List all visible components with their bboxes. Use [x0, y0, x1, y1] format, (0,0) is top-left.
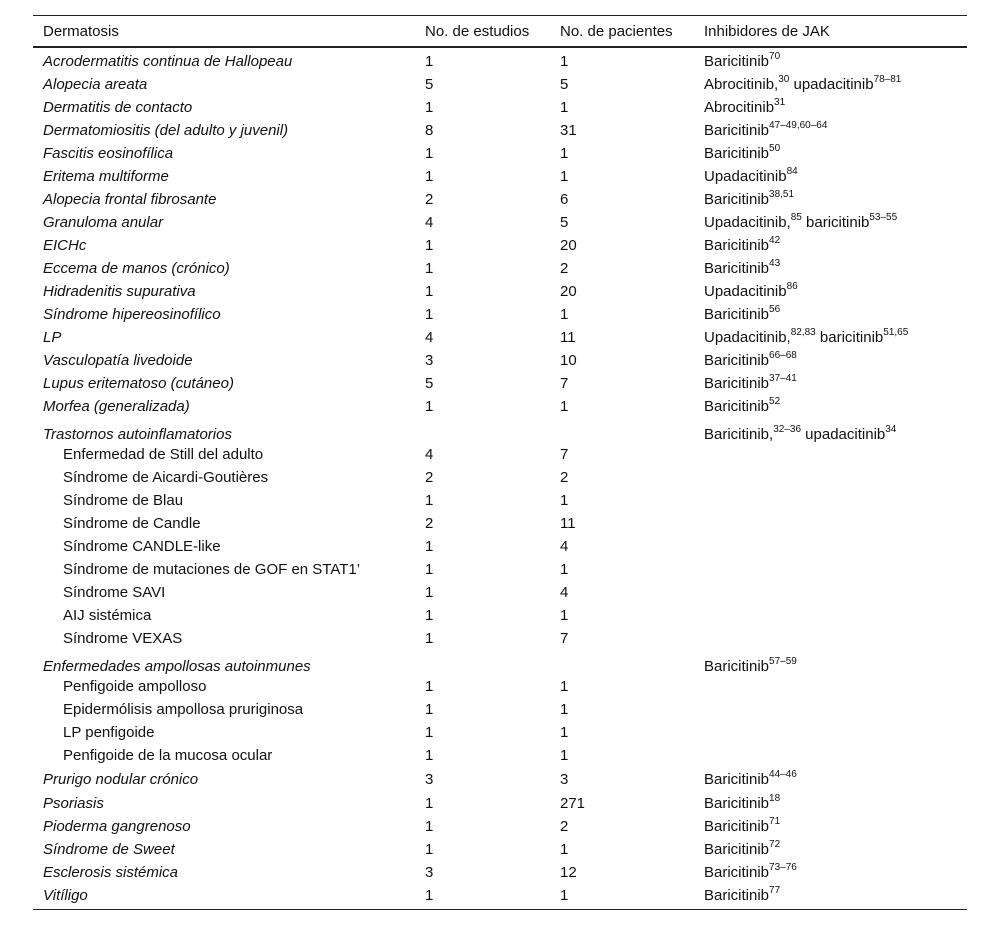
- pacientes-cell: 20: [560, 283, 577, 300]
- dermatosis-cell: Síndrome VEXAS: [63, 630, 183, 647]
- dermatosis-cell: Penfigoide de la mucosa ocular: [63, 747, 273, 764]
- jak-drug: upadacitinib: [789, 76, 874, 93]
- table-row: [33, 165, 967, 188]
- pacientes-cell: 2: [560, 818, 569, 835]
- estudios-cell: 4: [425, 214, 434, 231]
- reference-superscript: 82,83: [790, 327, 816, 338]
- table-body: [33, 47, 967, 910]
- pacientes-cell: 1: [560, 306, 569, 323]
- table-row: [33, 349, 967, 372]
- pacientes-cell: 12: [560, 864, 577, 881]
- estudios-cell: 1: [425, 145, 434, 162]
- estudios-cell: 1: [425, 607, 434, 624]
- estudios-cell: 1: [425, 701, 434, 718]
- jak-cell: [694, 349, 967, 372]
- dermatosis-cell: Esclerosis sistémica: [43, 864, 179, 881]
- dermatosis-cell: Acrodermatitis continua de Hallopeau: [43, 53, 293, 70]
- estudios-cell: 5: [425, 76, 434, 93]
- jak-cell: [694, 395, 967, 418]
- sub-row: [33, 604, 967, 627]
- pacientes-cell: 11: [560, 515, 576, 532]
- pacientes-cell: [550, 650, 694, 675]
- estudios-cell: 1: [425, 53, 434, 70]
- estudios-cell: 1: [425, 795, 434, 812]
- table-row: [33, 395, 967, 418]
- jak-drug: Baricitinib: [704, 375, 770, 392]
- dermatosis-cell: Psoriasis: [43, 795, 104, 812]
- estudios-cell: 1: [425, 538, 434, 555]
- table-row: [33, 234, 967, 257]
- reference-superscript: 43: [769, 258, 781, 269]
- dermatosis-cell: Síndrome SAVI: [63, 584, 166, 601]
- dermatosis-cell: Epidermólisis ampollosa pruriginosa: [63, 701, 304, 718]
- estudios-cell: 1: [425, 492, 434, 509]
- estudios-cell: 1: [425, 841, 434, 858]
- table-row: [33, 767, 967, 792]
- dermatosis-cell: Síndrome CANDLE-like: [63, 538, 221, 555]
- jak-cell: [694, 73, 967, 96]
- pacientes-cell: 11: [560, 329, 576, 346]
- table-row: [33, 119, 967, 142]
- table-row: [33, 372, 967, 395]
- header-pacientes: No. de pacientes: [550, 16, 694, 48]
- dermatosis-cell: Síndrome de mutaciones de GOF en STAT1’: [63, 561, 361, 578]
- sub-row: [33, 466, 967, 489]
- jak-cell: [694, 418, 967, 443]
- pacientes-cell: 2: [560, 469, 569, 486]
- estudios-cell: 2: [425, 469, 434, 486]
- table-row: [33, 884, 967, 910]
- sub-row: [33, 698, 967, 721]
- pacientes-cell: 7: [560, 630, 569, 647]
- pacientes-cell: 3: [560, 771, 569, 788]
- dermatosis-cell: Dermatomiositis (del adulto y juvenil): [43, 122, 289, 139]
- jak-drug: Abrocitinib,: [704, 76, 779, 93]
- table-row: [33, 280, 967, 303]
- dermatosis-cell: Síndrome de Blau: [63, 492, 184, 509]
- pacientes-cell: 1: [550, 884, 694, 910]
- table-row: [33, 211, 967, 234]
- estudios-cell: 3: [425, 352, 434, 369]
- reference-superscript: 47–49,60–64: [769, 120, 828, 131]
- jak-cell: [694, 721, 967, 744]
- estudios-cell: 1: [425, 561, 434, 578]
- table-row: [33, 861, 967, 884]
- reference-superscript: 50: [769, 143, 781, 154]
- estudios-cell: 1: [425, 306, 434, 323]
- pacientes-cell: [550, 418, 694, 443]
- pacientes-cell: 20: [560, 237, 577, 254]
- jak-drug: Baricitinib,: [704, 426, 774, 443]
- group-row: [33, 650, 967, 675]
- dermatosis-cell: Enfermedades ampollosas autoinmunes: [43, 658, 311, 675]
- reference-superscript: 18: [769, 793, 781, 804]
- jak-cell: [694, 47, 967, 73]
- dermatosis-cell: Enfermedad de Still del adulto: [63, 446, 264, 463]
- pacientes-cell: 5: [560, 214, 569, 231]
- jak-cell: [694, 838, 967, 861]
- pacientes-cell: 4: [560, 584, 569, 601]
- estudios-cell: 1: [415, 884, 550, 910]
- jak-drug: Baricitinib: [704, 398, 770, 415]
- table-row: [33, 838, 967, 861]
- dermatosis-cell: Morfea (generalizada): [43, 398, 190, 415]
- estudios-cell: 1: [425, 260, 434, 277]
- jak-cell: [694, 815, 967, 838]
- jak-drug: Baricitinib: [704, 260, 770, 277]
- reference-superscript: 71: [769, 816, 781, 827]
- reference-superscript: 56: [769, 304, 781, 315]
- jak-cell: [694, 211, 967, 234]
- header-row: [33, 16, 967, 48]
- estudios-cell: 1: [425, 818, 434, 835]
- sub-row: [33, 675, 967, 698]
- dermatosis-cell: Vitíligo: [33, 884, 415, 910]
- jak-cell: [694, 884, 967, 910]
- pacientes-cell: 1: [560, 841, 569, 858]
- dermatosis-cell: Síndrome de Aicardi-Goutières: [63, 469, 269, 486]
- table-container: [33, 15, 967, 910]
- dermatosis-cell: Síndrome de Candle: [63, 515, 201, 532]
- jak-drug: Baricitinib: [704, 864, 770, 881]
- dermatosis-cell: Dermatitis de contacto: [43, 99, 193, 116]
- estudios-cell: 1: [425, 99, 434, 116]
- dermatosis-cell: Eccema de manos (crónico): [43, 260, 230, 277]
- estudios-cell: 1: [425, 724, 434, 741]
- reference-superscript: 66–68: [769, 350, 797, 361]
- jak-cell: [694, 792, 967, 815]
- estudios-cell: 1: [425, 747, 434, 764]
- sub-row: [33, 535, 967, 558]
- reference-superscript: 31: [774, 97, 786, 108]
- reference-superscript: 86: [786, 281, 798, 292]
- dermatosis-cell: Fascitis eosinofílica: [43, 145, 174, 162]
- pacientes-cell: 2: [560, 260, 569, 277]
- estudios-cell: 1: [425, 168, 434, 185]
- reference-superscript: 77: [769, 885, 781, 896]
- table-row: [33, 142, 967, 165]
- table-row: [33, 257, 967, 280]
- jak-cell: [694, 744, 967, 767]
- jak-cell: [694, 234, 967, 257]
- dermatosis-cell: LP: [43, 329, 62, 346]
- jak-drug: Baricitinib: [704, 771, 770, 788]
- pacientes-cell: 1: [560, 724, 569, 741]
- table-row: [33, 73, 967, 96]
- reference-superscript: 37–41: [769, 373, 797, 384]
- reference-superscript: 44–46: [769, 769, 797, 780]
- estudios-cell: 4: [425, 446, 434, 463]
- estudios-cell: 1: [425, 283, 434, 300]
- jak-cell: [694, 675, 967, 698]
- jak-drug: Upadacitinib: [704, 168, 787, 185]
- table-row: [33, 188, 967, 211]
- dermatosis-cell: Alopecia areata: [43, 76, 148, 93]
- dermatosis-cell: Síndrome hipereosinofílico: [43, 306, 221, 323]
- reference-superscript: 72: [769, 839, 781, 850]
- table-row: [33, 815, 967, 838]
- table-row: [33, 96, 967, 119]
- header-dermatosis: Dermatosis: [33, 16, 415, 48]
- pacientes-cell: 1: [560, 492, 569, 509]
- dermatosis-cell: AIJ sistémica: [63, 607, 152, 624]
- pacientes-cell: 7: [560, 446, 569, 463]
- jak-cell: [694, 326, 967, 349]
- pacientes-cell: 1: [560, 168, 569, 185]
- jak-drug: Upadacitinib: [704, 283, 787, 300]
- reference-superscript: 32–36: [773, 424, 802, 435]
- jak-cell: [694, 650, 967, 675]
- sub-row: [33, 489, 967, 512]
- pacientes-cell: 1: [560, 678, 569, 695]
- dermatosis-cell: Lupus eritematoso (cutáneo): [43, 375, 234, 392]
- reference-superscript: 84: [786, 166, 798, 177]
- pacientes-cell: 6: [560, 191, 569, 208]
- jak-cell: [694, 372, 967, 395]
- pacientes-cell: 271: [560, 795, 586, 812]
- dermatosis-cell: Pioderma gangrenoso: [43, 818, 191, 835]
- jak-cell: [694, 280, 967, 303]
- reference-superscript: 34: [885, 424, 897, 435]
- jak-drug: Abrocitinib: [704, 99, 775, 116]
- jak-cell: [694, 303, 967, 326]
- table-row: [33, 303, 967, 326]
- jak-cell: [694, 466, 967, 489]
- jak-cell: [694, 627, 967, 650]
- dermatosis-cell: Trastornos autoinflamatorios: [43, 426, 232, 443]
- pacientes-cell: 4: [560, 538, 569, 555]
- estudios-cell: 2: [425, 515, 434, 532]
- sub-row: [33, 512, 967, 535]
- reference-superscript: 52: [769, 396, 781, 407]
- estudios-cell: 4: [425, 329, 434, 346]
- group-row: [33, 418, 967, 443]
- jak-cell: [694, 96, 967, 119]
- jak-drug: Baricitinib: [704, 818, 770, 835]
- jak-drug: Baricitinib: [704, 352, 770, 369]
- header-jak: Inhibidores de JAK: [694, 16, 967, 48]
- jak-drug: baricitinib: [801, 214, 870, 231]
- reference-superscript: 70: [769, 51, 781, 62]
- jak-drug: Baricitinib: [704, 306, 770, 323]
- reference-superscript: 51,65: [883, 327, 909, 338]
- pacientes-cell: 1: [560, 99, 569, 116]
- jak-drug: Upadacitinib,: [704, 214, 791, 231]
- pacientes-cell: 1: [560, 561, 569, 578]
- dermatoses-jak-table: [33, 15, 967, 910]
- estudios-cell: 1: [425, 584, 434, 601]
- pacientes-cell: 1: [560, 747, 569, 764]
- jak-cell: [694, 165, 967, 188]
- estudios-cell: 1: [425, 398, 434, 415]
- jak-drug: Upadacitinib,: [704, 329, 791, 346]
- jak-drug: Baricitinib: [704, 191, 770, 208]
- dermatosis-cell: LP penfigoide: [63, 724, 155, 741]
- dermatosis-cell: Alopecia frontal fibrosante: [43, 191, 217, 208]
- jak-cell: [694, 188, 967, 211]
- jak-cell: [694, 443, 967, 466]
- reference-superscript: 42: [769, 235, 781, 246]
- sub-row: [33, 443, 967, 466]
- jak-drug: baricitinib: [815, 329, 884, 346]
- jak-cell: [694, 767, 967, 792]
- reference-superscript: 85: [790, 212, 802, 223]
- sub-row: [33, 744, 967, 767]
- sub-row: [33, 627, 967, 650]
- reference-superscript: 30: [778, 74, 790, 85]
- jak-drug: Baricitinib: [704, 145, 770, 162]
- jak-drug: Baricitinib: [704, 237, 770, 254]
- estudios-cell: 3: [425, 771, 434, 788]
- jak-cell: [694, 512, 967, 535]
- sub-row: [33, 581, 967, 604]
- estudios-cell: 1: [425, 237, 434, 254]
- jak-cell: [694, 119, 967, 142]
- jak-drug: Baricitinib: [704, 53, 770, 70]
- jak-cell: [694, 581, 967, 604]
- dermatosis-cell: Hidradenitis supurativa: [43, 283, 196, 300]
- dermatosis-cell: EICHc: [43, 237, 87, 254]
- sub-row: [33, 721, 967, 744]
- jak-drug: Baricitinib: [704, 658, 770, 675]
- jak-cell: [694, 861, 967, 884]
- jak-cell: [694, 257, 967, 280]
- pacientes-cell: 1: [560, 53, 569, 70]
- pacientes-cell: 1: [560, 398, 569, 415]
- estudios-cell: 5: [425, 375, 434, 392]
- reference-superscript: 73–76: [769, 862, 797, 873]
- pacientes-cell: 31: [560, 122, 577, 139]
- estudios-cell: 3: [425, 864, 434, 881]
- jak-cell: [694, 604, 967, 627]
- dermatosis-cell: Síndrome de Sweet: [43, 841, 175, 858]
- estudios-cell: 2: [425, 191, 434, 208]
- jak-cell: [694, 535, 967, 558]
- dermatosis-cell: Vasculopatía livedoide: [43, 352, 193, 369]
- pacientes-cell: 7: [560, 375, 569, 392]
- pacientes-cell: 1: [560, 145, 569, 162]
- reference-superscript: 53–55: [869, 212, 898, 223]
- reference-superscript: 57–59: [769, 656, 797, 667]
- estudios-cell: 1: [425, 678, 434, 695]
- table-row: [33, 326, 967, 349]
- jak-drug: Baricitinib: [704, 887, 770, 904]
- dermatosis-cell: Penfigoide ampolloso: [63, 678, 207, 695]
- pacientes-cell: 5: [560, 76, 569, 93]
- table-row: [33, 47, 967, 73]
- sub-row: [33, 558, 967, 581]
- estudios-cell: [415, 650, 550, 675]
- jak-cell: [694, 698, 967, 721]
- jak-drug: upadacitinib: [801, 426, 886, 443]
- pacientes-cell: 1: [560, 607, 569, 624]
- jak-drug: Baricitinib: [704, 841, 770, 858]
- pacientes-cell: 1: [560, 701, 569, 718]
- dermatosis-cell: Prurigo nodular crónico: [43, 771, 199, 788]
- jak-drug: Baricitinib: [704, 795, 770, 812]
- jak-drug: Baricitinib: [704, 122, 770, 139]
- jak-cell: [694, 558, 967, 581]
- reference-superscript: 78–81: [873, 74, 902, 85]
- dermatosis-cell: Granuloma anular: [43, 214, 164, 231]
- jak-cell: [694, 489, 967, 512]
- jak-cell: [694, 142, 967, 165]
- estudios-cell: [415, 418, 550, 443]
- estudios-cell: 8: [425, 122, 434, 139]
- header-estudios: No. de estudios: [415, 16, 550, 48]
- estudios-cell: 1: [425, 630, 434, 647]
- dermatosis-cell: Eritema multiforme: [43, 168, 169, 185]
- table-row: [33, 792, 967, 815]
- pacientes-cell: 10: [560, 352, 577, 369]
- reference-superscript: 38,51: [769, 189, 795, 200]
